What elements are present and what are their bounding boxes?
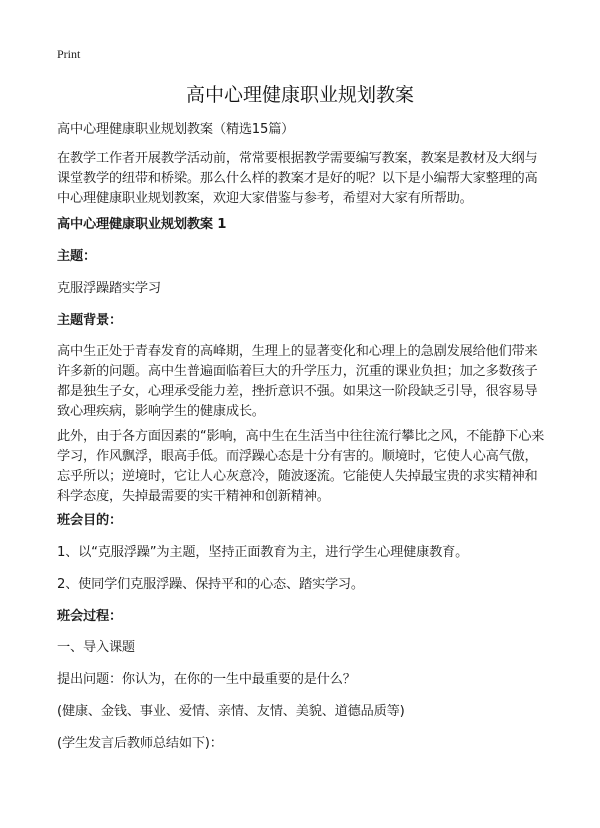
background-paragraph-2: 此外，由于各方面因素的“影响，高中生在生活当中往往流行攀比之风，不能静下心来学习，作风飘浮，眼高手低。而浮躁心态是十分有害的。顺境时，它使人心高气傲，忘乎所以；逆境时，它让人心灰意冷，随波逐流。它能使人失掉最宝贵的求实精神和科学态度，失掉最需要的实干精神和创新精神。 [57,429,545,504]
goal-heading: 班会目的： [57,513,122,528]
process-step-1: 一、导入课题 [57,640,135,655]
background-heading: 主题背景： [57,313,122,328]
page-title: 高中心理健康职业规划教案 [185,84,414,106]
background-paragraph-1: 高中生正处于青春发育的高峰期，生理上的显著变化和心理上的急剧发展给他们带来许多新的问题。高中生普遍面临着巨大的升学压力，沉重的课业负担；加之多数孩子都是独生子女，心理承受能力差，挫折意识不强。如果这一阶段缺乏引导，很容易导致心理疾病，影响学生的健康成长。 [57,344,538,419]
answers-text: (健康、金钱、事业、爱情、亲情、友情、美貌、道德品质等) [57,704,405,719]
print-label[interactable]: Print [57,47,81,61]
theme-heading: 主题： [57,249,96,264]
teacher-summary: (学生发言后教师总结如下)： [57,736,223,751]
subtitle: 高中心理健康职业规划教案（精选15篇） [57,122,295,137]
goal-item-2: 2、使同学们克服浮躁、保持平和的心态、踏实学习。 [57,577,364,592]
intro-paragraph: 在教学工作者开展教学活动前，常常要根据教学需要编写教案，教案是教材及大纲与课堂教学的纽带和桥梁。那么什么样的教案才是好的呢？以下是小编帮大家整理的高中心理健康职业规划教案，欢迎大家借鉴与参考，希望对大家有所帮助。 [57,151,538,206]
goal-item-1: 1、以“克服浮躁”为主题，坚持正面教育为主，进行学生心理健康教育。 [57,545,469,560]
theme-text: 克服浮躁踏实学习 [57,281,161,296]
section-heading: 高中心理健康职业规划教案 1 [57,217,227,232]
question-text: 提出问题：你认为，在你的一生中最重要的是什么？ [57,672,356,687]
process-heading: 班会过程： [57,609,122,624]
